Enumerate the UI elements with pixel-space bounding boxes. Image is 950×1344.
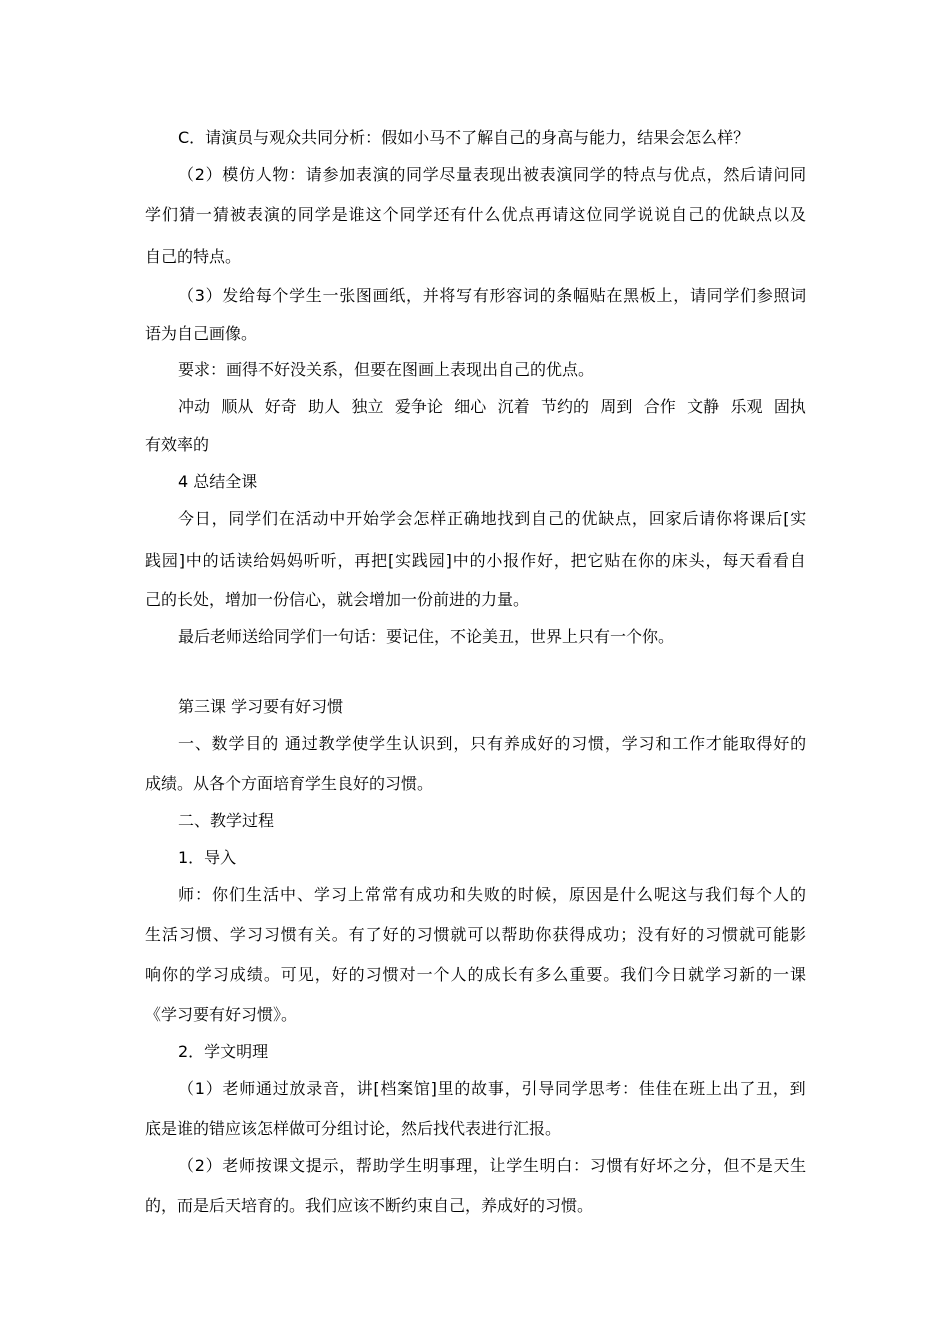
adjective-word: 细心 xyxy=(454,397,487,416)
adjective-word: 合作 xyxy=(643,397,676,416)
lesson-title: 第三课 学习要有好习惯 xyxy=(178,697,344,716)
adjective-word: 独立 xyxy=(351,397,384,416)
paragraph-line: 学们猜一猜被表演的同学是谁这个同学还有什么优点再请这位同学说说自己的优缺点以及 xyxy=(145,205,807,224)
adjective-word: 顺从 xyxy=(221,397,254,416)
paragraph-line: （1）老师通过放录音，讲[档案馆]里的故事，引导同学思考：佳佳在班上出了丑，到 xyxy=(178,1079,807,1098)
adjective-word: 节约的 xyxy=(541,397,590,416)
section-heading: 二、教学过程 xyxy=(178,811,275,830)
paragraph-line: 有效率的 xyxy=(145,435,210,454)
adjective-word: 乐观 xyxy=(730,397,763,416)
paragraph-line: （2）模仿人物：请参加表演的同学尽量表现出被表演同学的特点与优点，然后请问同 xyxy=(178,165,807,184)
paragraph-line: 《学习要有好习惯》。 xyxy=(145,1005,298,1024)
paragraph-line: 要求：画得不好没关系，但要在图画上表现出自己的优点。 xyxy=(178,360,595,379)
paragraph-line: （3）发给每个学生一张图画纸，并将写有形容词的条幅贴在黑板上，请同学们参照词 xyxy=(178,286,807,305)
paragraph-line: 己的长处，增加一份信心，就会增加一份前进的力量。 xyxy=(145,590,530,609)
adjective-word: 周到 xyxy=(600,397,633,416)
adjective-word: 固执 xyxy=(773,397,806,416)
adjective-word: 爱争论 xyxy=(394,397,443,416)
adjective-word: 助人 xyxy=(308,397,341,416)
paragraph-line: 自己的特点。 xyxy=(145,247,242,266)
section-heading: 4 总结全课 xyxy=(178,472,258,491)
adjective-word: 冲动 xyxy=(178,397,211,416)
adjective-list xyxy=(178,397,806,417)
paragraph-line: （2）老师按课文提示，帮助学生明事理，让学生明白：习惯有好坏之分，但不是天生 xyxy=(178,1156,807,1175)
paragraph-line: 最后老师送给同学们一句话：要记住，不论美丑，世界上只有一个你。 xyxy=(178,627,675,646)
paragraph-line: C．请演员与观众共同分析：假如小马不了解自己的身高与能力，结果会怎么样？ xyxy=(178,128,750,147)
section-heading: 2．学文明理 xyxy=(178,1042,269,1061)
paragraph-line: 今日，同学们在活动中开始学会怎样正确地找到自己的优缺点，回家后请你将课后[实 xyxy=(178,509,808,528)
section-heading: 1．导入 xyxy=(178,848,237,867)
paragraph-line: 语为自己画像。 xyxy=(145,324,258,343)
paragraph-line: 一、数学目的 通过教学使学生认识到，只有养成好的习惯，学习和工作才能取得好的 xyxy=(178,734,807,753)
adjective-word: 文静 xyxy=(687,397,720,416)
paragraph-line: 响你的学习成绩。可见，好的习惯对一个人的成长有多么重要。我们今日就学习新的一课 xyxy=(145,965,807,984)
adjective-word: 沉着 xyxy=(497,397,530,416)
paragraph-line: 底是谁的错应该怎样做可分组讨论，然后找代表进行汇报。 xyxy=(145,1119,562,1138)
paragraph-line: 师：你们生活中、学习上常常有成功和失败的时候，原因是什么呢这与我们每个人的 xyxy=(178,885,808,904)
adjective-word: 好奇 xyxy=(264,397,297,416)
paragraph-line: 生活习惯、学习习惯有关。有了好的习惯就可以帮助你获得成功；没有好的习惯就可能影 xyxy=(145,925,807,944)
paragraph-line: 践园]中的话读给妈妈听听，再把[实践园]中的小报作好，把它贴在你的床头，每天看看自 xyxy=(145,551,807,570)
paragraph-line: 成绩。从各个方面培育学生良好的习惯。 xyxy=(145,774,434,793)
paragraph-line: 的，而是后天培育的。我们应该不断约束自己，养成好的习惯。 xyxy=(145,1196,594,1215)
